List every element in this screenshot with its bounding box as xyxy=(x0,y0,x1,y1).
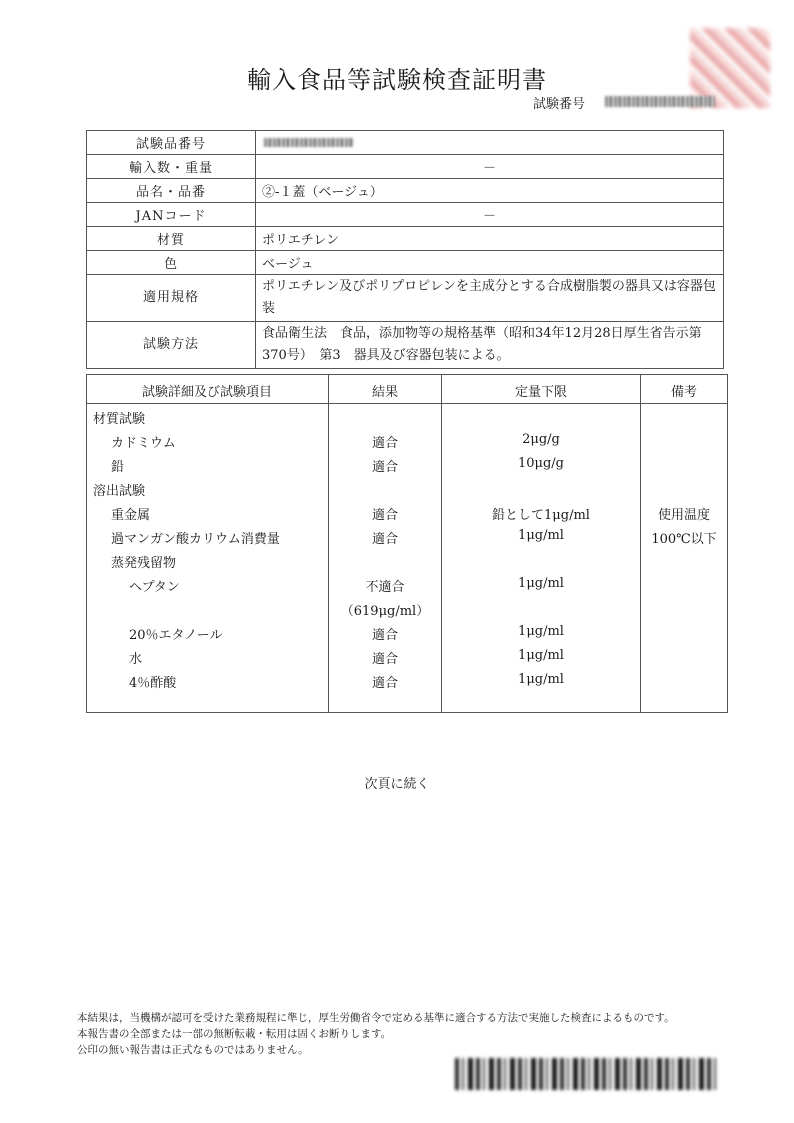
test-item: カドミウム xyxy=(111,436,176,451)
test-result: 適合 xyxy=(371,436,398,451)
test-limit: 10μg/g xyxy=(517,456,564,471)
test-item: 20％エタノール xyxy=(129,628,223,643)
test-limit: 1μg/ml xyxy=(518,648,564,663)
header-test-item: 試験詳細及び試験項目 xyxy=(141,385,272,400)
footer-line: 公印の無い報告書は正式なものではありません。 xyxy=(77,1044,309,1056)
test-limit: 鉛として1μg/ml xyxy=(492,508,590,523)
document-title: 輸入食品等試験検査証明書 xyxy=(247,66,547,94)
sample-number-redacted xyxy=(264,138,354,147)
info-row xyxy=(87,251,724,275)
header-divider xyxy=(86,403,728,404)
test-result-measured: （619μg/ml） xyxy=(340,604,430,619)
info-value: － xyxy=(256,155,724,179)
info-value: 食品衛生法 食品，添加物等の規格基準（昭和34年12月28日厚生省告示第370号） 第3 器具及び容器包装による。 xyxy=(256,322,724,369)
info-value: ベージュ xyxy=(256,251,724,275)
info-row xyxy=(87,275,724,322)
info-value-redacted xyxy=(256,131,724,155)
info-row xyxy=(87,227,724,251)
test-limit: 1μg/ml xyxy=(518,624,564,639)
info-label: 試験品番号 xyxy=(87,131,256,155)
test-number-label: 試験番号 xyxy=(533,97,586,112)
info-row xyxy=(87,131,724,155)
info-label: 色 xyxy=(87,251,256,275)
test-limit: 2μg/g xyxy=(522,432,560,447)
test-result-fail: 不適合 xyxy=(365,580,405,595)
test-item: 鉛 xyxy=(111,460,125,475)
test-limit: 1μg/ml xyxy=(518,672,564,687)
test-item: 材質試験 xyxy=(93,412,146,427)
info-label: 材質 xyxy=(87,227,256,251)
info-row xyxy=(87,203,724,227)
info-value: ポリエチレン及びポリプロピレンを主成分とする合成樹脂製の器具又は容器包装 xyxy=(256,275,724,322)
test-item: ヘプタン xyxy=(129,580,180,595)
test-item: 蒸発残留物 xyxy=(111,556,177,571)
test-number-redacted xyxy=(605,96,715,107)
product-info-table xyxy=(86,130,724,369)
test-item: 重金属 xyxy=(111,508,151,523)
info-value: ②-１蓋（ベージュ） xyxy=(256,179,724,203)
info-row xyxy=(87,322,724,369)
info-label: 輸入数・重量 xyxy=(87,155,256,179)
info-label: 試験方法 xyxy=(87,322,256,369)
test-result: 適合 xyxy=(371,460,398,475)
test-result: 適合 xyxy=(371,508,398,523)
test-result: 適合 xyxy=(371,652,398,667)
footer-line: 本報告書の全部または一部の無断転載・転用は固くお断りします。 xyxy=(77,1028,392,1040)
test-item: 溶出試験 xyxy=(93,484,146,499)
header-limit: 定量下限 xyxy=(514,385,567,400)
info-row xyxy=(87,179,724,203)
info-row xyxy=(87,155,724,179)
test-item: 4％酢酸 xyxy=(129,676,177,691)
info-label: JANコード xyxy=(87,203,256,227)
info-value: － xyxy=(256,203,724,227)
info-value: ポリエチレン xyxy=(256,227,724,251)
footer-line: 本結果は，当機構が認可を受けた業務規程に準じ，厚生労働省令で定める基準に適合する方法で実施した検査によるものです。 xyxy=(77,1012,675,1024)
info-label: 適用規格 xyxy=(87,275,256,322)
test-item: 水 xyxy=(129,652,143,667)
test-limit: 1μg/ml xyxy=(518,528,564,543)
continued-note: 次頁に続く xyxy=(364,777,430,792)
test-result: 適合 xyxy=(371,628,398,643)
header-result: 結果 xyxy=(371,385,398,400)
header-remarks: 備考 xyxy=(670,385,697,400)
test-result: 適合 xyxy=(371,676,398,691)
remark-line: 使用温度 xyxy=(657,508,710,523)
test-limit: 1μg/ml xyxy=(518,576,564,591)
info-label: 品名・品番 xyxy=(87,179,256,203)
barcode-redacted xyxy=(455,1058,719,1090)
remark-line: 100℃以下 xyxy=(651,532,717,547)
test-result: 適合 xyxy=(371,532,398,547)
test-item: 過マンガン酸カリウム消費量 xyxy=(111,532,280,547)
